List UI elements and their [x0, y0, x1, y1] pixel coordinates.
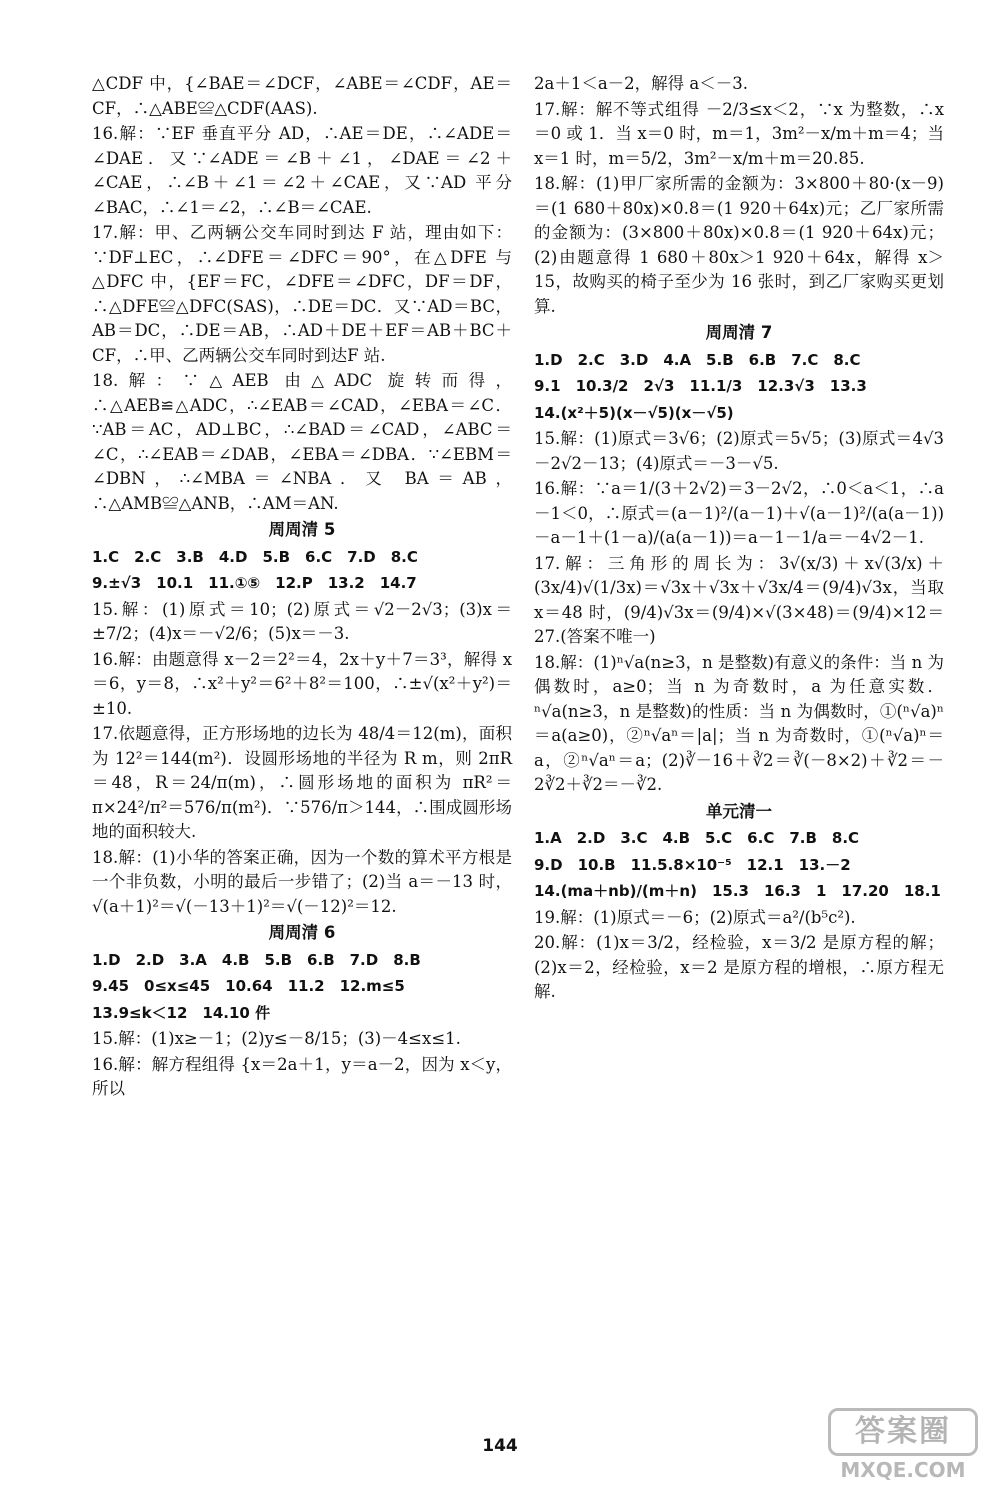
answer-line: 1.D 2.D 3.A 4.B 5.B 6.B 7.D 8.B: [92, 950, 421, 969]
answer-line: 9.45 0≤x≤45 10.64 11.2 12.m≤5: [92, 977, 405, 995]
page-number: 144: [482, 1436, 518, 1456]
solution-paragraph: 15.解：(1)x≥－1；(2)y≤－8/15；(3)－4≤x≤1.: [92, 1029, 461, 1048]
section-heading: 周周清 6: [268, 923, 336, 942]
answer-line: 13.9≤k＜12 14.10 件: [92, 1003, 271, 1022]
solution-paragraph: 18.解：∵△AEB 由△ADC 旋转而得，∴△AEB≌△ADC，∴∠EAB＝∠CAD，∠EBA＝∠C．∵AB＝AC，AD⊥BC，∴∠BAD＝∠CAD，∠ABC＝∠C，∴∠EAB＝∠DAB，∠EBA＝∠DBA．∵∠EBM＝∠DBN，∴∠MBA＝∠NBA．又 BA＝AB，∴△AMB≌△ANB，∴AM＝AN.: [92, 371, 512, 513]
solution-paragraph: 17.解：三角形的周长为：3√(x/3)＋x√(3/x)＋(3x/4)√(1/3x)＝√3x＋√3x＋√3x/4＝(9/4)√3x，当取 x＝48 时，(9/4)√3x＝(9/4)×√(3×48)＝(9/4)×12＝27.(答案不唯一): [534, 553, 944, 646]
section-heading: 周周清 7: [705, 323, 773, 342]
answer-line: 9.D 10.B 11.5.8×10⁻⁵ 12.1 13.－2: [534, 855, 851, 874]
left-column: [92, 72, 512, 1103]
section-heading: 周周清 5: [268, 520, 336, 539]
solution-paragraph: 18.解：(1)小华的答案正确，因为一个数的算术平方根是一个非负数，小明的最后一步错了；(2)当 a＝－13 时，√(a＋1)²＝√(－13＋1)²＝√(－12)²＝12.: [92, 847, 512, 916]
solution-paragraph: 18.解：(1)ⁿ√a(n≥3，n 是整数)有意义的条件：当 n 为偶数时，a≥0；当 n 为奇数时，a 为任意实数．ⁿ√a(n≥3，n 是整数)的性质：当 n 为偶数时，①(ⁿ√a)ⁿ＝a(a≥0)，②ⁿ√aⁿ＝|a|；当 n 为奇数时，①(ⁿ√a)ⁿ＝a，②ⁿ√aⁿ＝a；(2)∛－16＋∛2＝∛(－8×2)＋∛2＝－2∛2＋∛2＝－∛2.: [534, 652, 944, 794]
solution-paragraph: 19.解：(1)原式＝－6；(2)原式＝a²/(b⁵c²).: [534, 907, 856, 927]
answer-line: 1.A 2.D 3.C 4.B 5.C 6.C 7.B 8.C: [534, 829, 860, 847]
section-heading: 单元清一: [706, 801, 772, 821]
solution-paragraph: 15.解：(1)原式＝3√6；(2)原式＝5√5；(3)原式＝4√3－2√2－13；(4)原式＝－3－√5.: [534, 429, 944, 473]
watermark-bottom-text: MXQE.COM: [840, 1458, 966, 1482]
answer-line: 9.1 10.3/2 2√3 11.1/3 12.3√3 13.3: [534, 377, 867, 395]
watermark-top-text: 答案圈: [828, 1408, 978, 1456]
solution-paragraph: 16.解：∵EF 垂直平分 AD，∴AE＝DE，∴∠ADE＝∠DAE．又∵∠ADE＝∠B＋∠1，∠DAE＝∠2＋∠CAE，∴∠B＋∠1＝∠2＋∠CAE，又∵AD 平分∠BAC，∴∠1＝∠2，∴∠B＝∠CAE.: [92, 124, 512, 217]
solution-paragraph: 16.解：由题意得 x－2＝2²＝4，2x＋y＋7＝3³，解得 x＝6，y＝8，∴x²＋y²＝6²＋8²＝100，∴±√(x²＋y²)＝±10.: [92, 649, 512, 718]
watermark-logo: [828, 1408, 978, 1482]
solution-paragraph: △CDF 中，{∠BAE＝∠DCF，∠ABE＝∠CDF，AE＝CF，∴△ABE≌△CDF(AAS).: [92, 74, 512, 118]
solution-paragraph: 16.解：解方程组得 {x＝2a＋1，y＝a－2，因为 x＜y，所以: [92, 1054, 512, 1098]
solution-paragraph: 17.依题意得，正方形场地的边长为 48/4＝12(m)，面积为 12²＝144(m²)．设圆形场地的半径为 R m，则 2πR＝48，R＝24/π(m)，∴圆形场地的面积为 πR²＝π×24²/π²＝576/π(m²)．∵576/π＞144，∴围成圆形场地的面积较大.: [92, 724, 512, 841]
answer-line: 14.(ma＋nb)/(m＋n) 15.3 16.3 1 17.20 18.1: [534, 882, 941, 900]
solution-paragraph: 18.解：(1)甲厂家所需的金额为：3×800＋80·(x－9)＝(1 680＋80x)×0.8＝(1 920＋64x)元；乙厂家所需的金额为：(3×800＋80x)×0.8＝(1 920＋64x)元；(2)由题意得 1 680＋80x＞1 920＋64x，解得 x＞15，故购买的椅子至少为 16 张时，到乙厂家购买更划算.: [534, 174, 944, 316]
solution-paragraph: 16.解：∵a＝1/(3＋2√2)＝3－2√2，∴0＜a＜1，∴a－1＜0，∴原式＝(a－1)²/(a－1)＋√(a－1)²/(a(a－1))－a－1＋(1－a)/(a(a－1))＝a－1－1/a＝－4√2－1.: [534, 479, 944, 547]
solution-paragraph: 17.解：甲、乙两辆公交车同时到达 F 站，理由如下：∵DF⊥EC，∴∠DFE＝∠DFC＝90°，在△DFE 与△DFC 中，{EF＝FC，∠DFE＝∠DFC，DF＝DF，∴△DFE≌△DFC(SAS)，∴DE＝DC．又∵AD＝BC，AB＝DC，∴DE＝AB，∴AD＋DE＋EF＝AB＋BC＋CF，∴甲、乙两辆公交车同时到达F 站.: [92, 223, 512, 365]
answer-line: 9.±√3 10.1 11.①⑤ 12.P 13.2 14.7: [92, 574, 417, 592]
solution-paragraph: 20.解：(1)x＝3/2，经检验，x＝3/2 是原方程的解；(2)x＝2，经检验，x＝2 是原方程的增根，∴原方程无解.: [534, 933, 944, 1001]
right-column: [534, 72, 944, 1006]
answer-line: 1.D 2.C 3.D 4.A 5.B 6.B 7.C 8.C: [534, 350, 861, 369]
solution-paragraph: 17.解：解不等式组得 －2/3≤x＜2，∵x 为整数，∴x＝0 或 1．当 x＝0 时，m＝1，3m²－x/m＋m＝4；当 x＝1 时，m＝5/2，3m²－x/m＋m＝20.85.: [534, 99, 944, 168]
solution-paragraph: 2a＋1＜a－2，解得 a＜－3.: [534, 74, 748, 93]
solution-paragraph: 15.解：(1)原式＝10；(2)原式＝√2－2√3；(3)x＝±7/2；(4)x＝－√2/6；(5)x＝－3.: [92, 599, 512, 643]
answer-line: 14.(x²＋5)(x－√5)(x－√5): [534, 403, 734, 422]
answer-line: 1.C 2.C 3.B 4.D 5.B 6.C 7.D 8.C: [92, 547, 418, 566]
